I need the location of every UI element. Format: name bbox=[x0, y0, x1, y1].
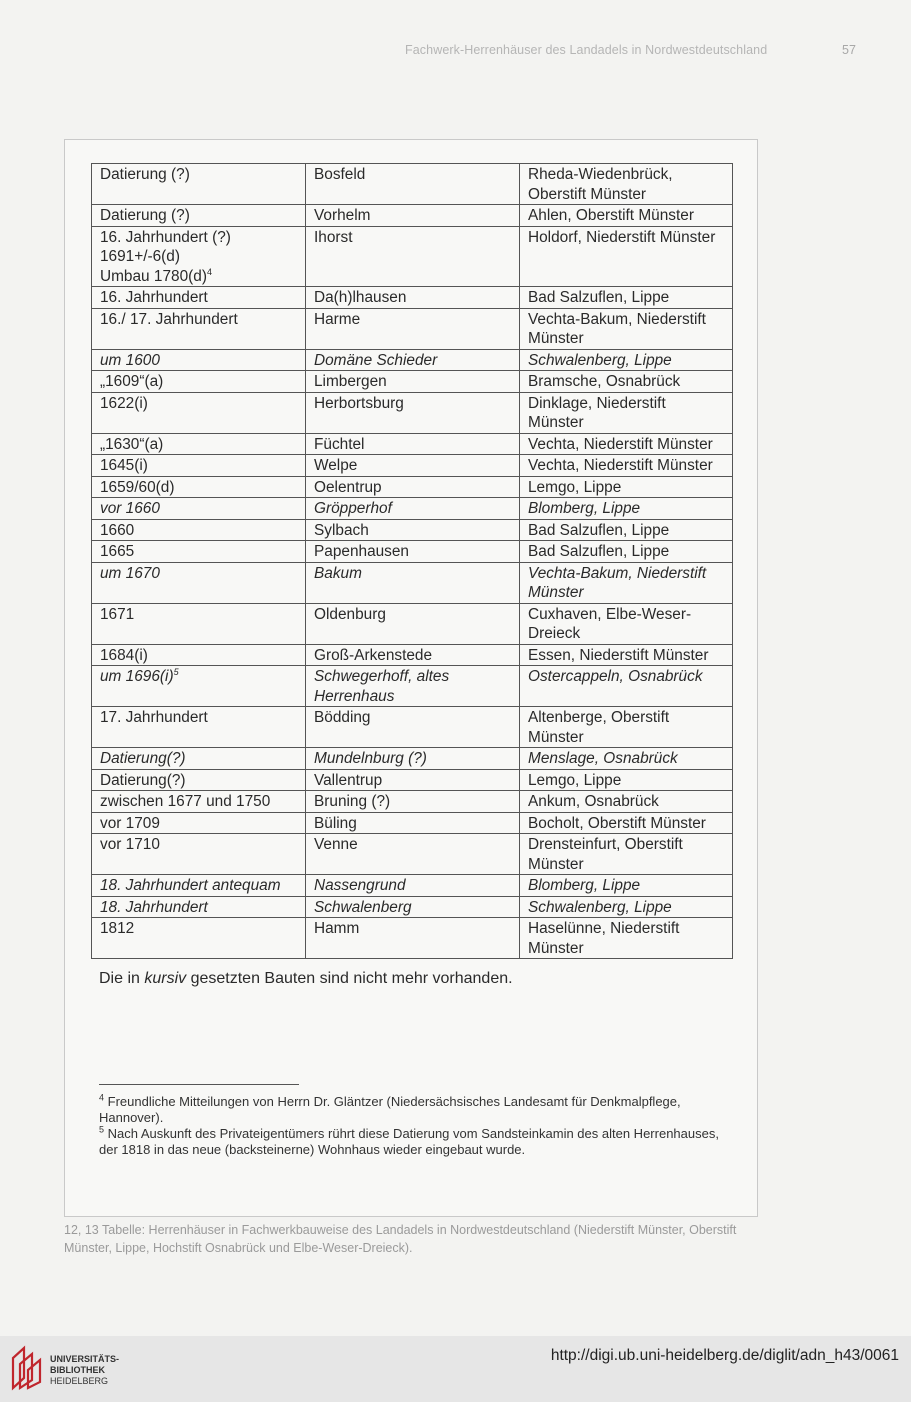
name-cell: Sylbach bbox=[306, 519, 520, 541]
location-cell: Schwalenberg, Lippe bbox=[520, 896, 733, 918]
dating-cell: um 1600 bbox=[92, 349, 306, 371]
footnote-marker: 5 bbox=[99, 1124, 105, 1135]
table-row bbox=[92, 226, 733, 287]
table-row bbox=[92, 205, 733, 227]
location-cell: Essen, Niederstift Münster bbox=[520, 644, 733, 666]
location-cell: Rheda-Wiedenbrück, Oberstift Münster bbox=[520, 164, 733, 205]
table-row bbox=[92, 666, 733, 707]
location-cell: Ahlen, Oberstift Münster bbox=[520, 205, 733, 227]
location-cell: Altenberge, Oberstift Münster bbox=[520, 707, 733, 748]
name-cell: Papenhausen bbox=[306, 541, 520, 563]
table-row bbox=[92, 392, 733, 433]
dating-cell: „1609“(a) bbox=[92, 371, 306, 393]
location-cell: Bad Salzuflen, Lippe bbox=[520, 541, 733, 563]
dating-cell: Datierung (?) bbox=[92, 205, 306, 227]
location-cell: Ankum, Osnabrück bbox=[520, 791, 733, 813]
name-cell: Mundelnburg (?) bbox=[306, 748, 520, 770]
page-number: 57 bbox=[842, 43, 856, 57]
name-cell: Oelentrup bbox=[306, 476, 520, 498]
location-cell: Dinklage, Niederstift Münster bbox=[520, 392, 733, 433]
location-cell: Vechta-Bakum, Niederstift Münster bbox=[520, 308, 733, 349]
table-row bbox=[92, 562, 733, 603]
table-row bbox=[92, 834, 733, 875]
library-logo-icon[interactable] bbox=[10, 1344, 44, 1392]
dating-cell: 1645(i) bbox=[92, 455, 306, 477]
footnote-marker: 4 bbox=[99, 1092, 105, 1103]
footnote-ref: 4 bbox=[206, 266, 212, 277]
name-cell: Hamm bbox=[306, 918, 520, 959]
name-cell: Groß-Arkenstede bbox=[306, 644, 520, 666]
dating-cell: zwischen 1677 und 1750 bbox=[92, 791, 306, 813]
table-row bbox=[92, 812, 733, 834]
italic-note bbox=[99, 970, 513, 988]
dating-cell: Datierung(?) bbox=[92, 748, 306, 770]
table-row bbox=[92, 791, 733, 813]
footnote-text: Nach Auskunft des Privateigentümers rührt diese Datierung vom Sandsteinkamin des alten Herrenhauses, der 1818 in das neue (backsteinerne) Wohnhaus wieder eingebaut wurde. bbox=[99, 1126, 719, 1157]
location-cell: Haselünne, Niederstift Münster bbox=[520, 918, 733, 959]
name-cell: Vorhelm bbox=[306, 205, 520, 227]
table-row bbox=[92, 287, 733, 309]
footnote-text: Freundliche Mitteilungen von Herrn Dr. Gläntzer (Niedersächsisches Landesamt für Denkmalpflege, Hannover). bbox=[99, 1094, 681, 1125]
name-cell: Gröpperhof bbox=[306, 498, 520, 520]
table-row bbox=[92, 769, 733, 791]
location-cell: Blomberg, Lippe bbox=[520, 875, 733, 897]
name-cell: Domäne Schieder bbox=[306, 349, 520, 371]
location-cell: Bramsche, Osnabrück bbox=[520, 371, 733, 393]
library-name[interactable] bbox=[50, 1354, 119, 1387]
name-cell: Schwegerhoff, altes Herrenhaus bbox=[306, 666, 520, 707]
table-row bbox=[92, 433, 733, 455]
table-row bbox=[92, 541, 733, 563]
footnote-4 bbox=[99, 1094, 739, 1126]
table-row bbox=[92, 896, 733, 918]
name-cell: Bruning (?) bbox=[306, 791, 520, 813]
table-row bbox=[92, 308, 733, 349]
location-cell: Menslage, Osnabrück bbox=[520, 748, 733, 770]
dating-cell: „1630“(a) bbox=[92, 433, 306, 455]
permalink-url[interactable]: http://digi.ub.uni-heidelberg.de/diglit/adn_h43/0061 bbox=[550, 1347, 899, 1364]
name-cell: Harme bbox=[306, 308, 520, 349]
table-row bbox=[92, 707, 733, 748]
dating-cell: um $1696(i)^5$ bbox=[92, 666, 306, 707]
library-line-1: UNIVERSITÄTS- bbox=[50, 1354, 120, 1364]
name-cell: Büling bbox=[306, 812, 520, 834]
table-row bbox=[92, 875, 733, 897]
location-cell: Vechta-Bakum, Niederstift Münster bbox=[520, 562, 733, 603]
location-cell: Blomberg, Lippe bbox=[520, 498, 733, 520]
name-cell: Da(h)lhausen bbox=[306, 287, 520, 309]
name-cell: Bödding bbox=[306, 707, 520, 748]
dating-cell: 16. Jahrhundert (?) 1691+/-6(d) Umbau $1780(d)^4$ bbox=[92, 226, 306, 287]
dating-cell: 1659/60(d) bbox=[92, 476, 306, 498]
table-row bbox=[92, 519, 733, 541]
name-cell: Bakum bbox=[306, 562, 520, 603]
dating-cell: vor 1709 bbox=[92, 812, 306, 834]
note-before: Die in bbox=[99, 970, 145, 987]
dating-cell: vor 1710 bbox=[92, 834, 306, 875]
location-cell: Bad Salzuflen, Lippe bbox=[520, 287, 733, 309]
location-cell: Drensteinfurt, Oberstift Münster bbox=[520, 834, 733, 875]
location-cell: Ostercappeln, Osnabrück bbox=[520, 666, 733, 707]
name-cell: Nassengrund bbox=[306, 875, 520, 897]
footnote-5 bbox=[99, 1126, 739, 1158]
table-row bbox=[92, 371, 733, 393]
name-cell: Welpe bbox=[306, 455, 520, 477]
table-row bbox=[92, 455, 733, 477]
name-cell: Schwalenberg bbox=[306, 896, 520, 918]
dating-cell: 17. Jahrhundert bbox=[92, 707, 306, 748]
herrenhaeuser-table bbox=[91, 163, 733, 959]
table-row bbox=[92, 476, 733, 498]
dating-cell: Datierung(?) bbox=[92, 769, 306, 791]
table-row bbox=[92, 498, 733, 520]
footnotes bbox=[99, 1094, 739, 1158]
name-cell: Vallentrup bbox=[306, 769, 520, 791]
library-line-3: HEIDELBERG bbox=[50, 1376, 109, 1386]
location-cell: Vechta, Niederstift Münster bbox=[520, 433, 733, 455]
table-row bbox=[92, 164, 733, 205]
location-cell: Bad Salzuflen, Lippe bbox=[520, 519, 733, 541]
dating-cell: 1665 bbox=[92, 541, 306, 563]
dating-cell: 1622(i) bbox=[92, 392, 306, 433]
name-cell: Herbortsburg bbox=[306, 392, 520, 433]
library-line-2: BIBLIOTHEK bbox=[50, 1365, 105, 1375]
location-cell: Cuxhaven, Elbe-Weser-Dreieck bbox=[520, 603, 733, 644]
table-row bbox=[92, 603, 733, 644]
dating-cell: 1684(i) bbox=[92, 644, 306, 666]
dating-cell: vor 1660 bbox=[92, 498, 306, 520]
viewer-footer-bar bbox=[0, 1336, 911, 1402]
dating-cell: um 1670 bbox=[92, 562, 306, 603]
name-cell: Oldenburg bbox=[306, 603, 520, 644]
note-italic-word: kursiv bbox=[144, 970, 187, 987]
dating-cell: 18. Jahrhundert antequam bbox=[92, 875, 306, 897]
dating-cell: 16./ 17. Jahrhundert bbox=[92, 308, 306, 349]
dating-cell: 18. Jahrhundert bbox=[92, 896, 306, 918]
footnote-ref: 5 bbox=[173, 666, 179, 677]
dating-cell: 16. Jahrhundert bbox=[92, 287, 306, 309]
note-after: gesetzten Bauten sind nicht mehr vorhanden. bbox=[186, 970, 513, 987]
dating-cell: Datierung (?) bbox=[92, 164, 306, 205]
name-cell: Venne bbox=[306, 834, 520, 875]
location-cell: Holdorf, Niederstift Münster bbox=[520, 226, 733, 287]
location-cell: Schwalenberg, Lippe bbox=[520, 349, 733, 371]
location-cell: Vechta, Niederstift Münster bbox=[520, 455, 733, 477]
name-cell: Ihorst bbox=[306, 226, 520, 287]
name-cell: Bosfeld bbox=[306, 164, 520, 205]
location-cell: Lemgo, Lippe bbox=[520, 476, 733, 498]
footnote-rule bbox=[99, 1084, 299, 1085]
dating-cell: 1671 bbox=[92, 603, 306, 644]
name-cell: Füchtel bbox=[306, 433, 520, 455]
table-row bbox=[92, 918, 733, 959]
location-cell: Lemgo, Lippe bbox=[520, 769, 733, 791]
table-body bbox=[92, 164, 733, 959]
table-row bbox=[92, 644, 733, 666]
figure-caption: 12, 13 Tabelle: Herrenhäuser in Fachwerkbauweise des Landadels in Nordwestdeutschland (Niederstift Münster, Oberstift Münster, Lippe, Hochstift Osnabrück und Elbe-Weser-Dreieck). bbox=[64, 1223, 737, 1255]
table-row bbox=[92, 748, 733, 770]
dating-cell: 1812 bbox=[92, 918, 306, 959]
location-cell: Bocholt, Oberstift Münster bbox=[520, 812, 733, 834]
dating-cell: 1660 bbox=[92, 519, 306, 541]
name-cell: Limbergen bbox=[306, 371, 520, 393]
table-row bbox=[92, 349, 733, 371]
running-title: Fachwerk-Herrenhäuser des Landadels in Nordwestdeutschland bbox=[405, 43, 768, 57]
